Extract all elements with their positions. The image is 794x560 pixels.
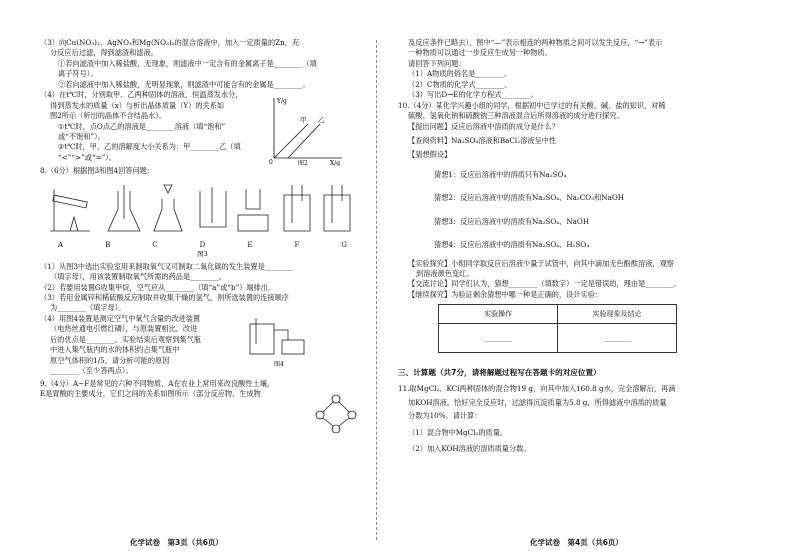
text-line: ________（至少答两点）。 — [50, 366, 133, 376]
figure-3-apparatus — [40, 179, 360, 237]
text-line: 及反应条件已略去），图中“—”表示相连的两种物质之间可以发生反应，“→”表示 — [408, 38, 663, 47]
figure-3-labels — [40, 240, 365, 250]
graph-origin: 0 — [269, 159, 273, 167]
text-line: （2）若要用装置G收集甲烷，空气应从________（填“a”或“b”）端排出。 — [40, 282, 276, 292]
text-line: 【提出问题】反应后溶液中溶质的成分是什么？ — [408, 121, 559, 131]
apparatus-label: A — [58, 241, 64, 250]
apparatus-label: B — [105, 241, 111, 250]
text-line: 得到蒸发水的质量（x）与析出晶体质量（Y）的关系如 — [50, 100, 225, 110]
table-cell-blank: ________ — [558, 324, 677, 353]
text-line: （4）在t℃时，分别取甲、乙两种固体的溶液，恒温蒸发水分， — [40, 90, 243, 100]
text-line: （3）若用金属锌和稀硫酸反应制取并收集干燥的氢气，则所选装置的连接顺序 — [40, 293, 289, 302]
text-line: 【实验探究】小组同学取反应后溶液少量于试管中，向其中滴加无色酚酞溶液，观察 — [408, 258, 674, 268]
text-line: 到溶液颜色变红。 — [416, 269, 474, 278]
graph-series-yi: 乙 — [318, 116, 325, 125]
text-line: 硫酸、氢氧化钠和硫酸钠三种溶液混合后所得溶液的成分进行探究。 — [408, 111, 624, 121]
hypothesis: 猜想3：反应后溶液中的溶质有Na₂SO₄、NaOH — [434, 216, 590, 226]
graph-series-jia: 甲 — [300, 116, 307, 125]
question-8-title: 8.（6分）根据图3和图4回答问题： — [40, 166, 155, 176]
text-line: ②t℃时，甲、乙的溶解度大小关系为：甲________乙（填 — [58, 142, 241, 152]
hypothesis: 猜想2：反应后溶液中的溶质有Na₂SO₄、Na₂CO₃和NaOH — [434, 193, 625, 203]
question-7-part3 — [40, 38, 365, 90]
apparatus-label: G — [341, 241, 347, 250]
text-line: （填字母），用该装置制取氧气所需的药品是________。 — [50, 272, 227, 282]
right-page — [398, 38, 723, 455]
text-line: 图2所示（析出的晶体不含结晶水）。 — [50, 111, 166, 121]
question-7-part4 — [40, 90, 365, 167]
question-8-body — [40, 262, 365, 377]
text-line: “<”“>”或“=”）。 — [58, 152, 117, 162]
text-line: 请回答下列问题： — [408, 58, 466, 68]
apparatus-label: C — [152, 241, 158, 250]
text-line: 或“不饱和”）。 — [58, 131, 105, 141]
text-line: 一种物质可以通过一步反应生成另一种物质。 — [408, 48, 552, 58]
text-line: ②若向滤液中加入稀盐酸，无明显现象，则滤渣中可能含有的金属是________。 — [58, 79, 310, 89]
text-line: 中进入集气瓶内的水的体积约占集气瓶中 — [50, 345, 180, 355]
table-cell-blank: ________ — [439, 324, 558, 353]
text-line: （2）C物质的化学式________。 — [408, 79, 512, 89]
text-line: 10.（4分）某化学兴趣小组的同学，根据初中已学过的有关酸、碱、盐的知识，对稀 — [398, 100, 666, 110]
text-line: 分反应后过滤，得到滤渣和滤液。 — [50, 48, 158, 58]
text-line: （4）用图4装置是测定空气中氧气含量的改进装置 — [40, 313, 201, 323]
apparatus-label: F — [294, 241, 300, 250]
text-line: （电热丝通电引燃红磷），与原装置相比，改进 — [50, 324, 198, 334]
text-line: 【继续探究】为验证剩余猜想中哪一种是正确的，设计实验： — [408, 289, 603, 299]
text-line: 为________（填字母）。 — [50, 303, 126, 313]
text-line: 【查阅资料】Na₂SO₄溶液和BaCl₂溶液呈中性 — [408, 135, 557, 145]
question-11 — [398, 384, 723, 454]
text-line: （1）从图3中选出实验室用来制取氧气又可制取二氧化碳的发生装置是________ — [40, 261, 294, 271]
text-line: 11.取MgCl₂、KCl两种固体的混合物19 g，向其中加入160.8 g水，完全溶解后，再滴 — [398, 384, 676, 394]
text-line: 后的优点是________。实验结束后观察到集气瓶 — [50, 334, 201, 344]
text-line: 离子符号）。 — [58, 69, 98, 79]
text-line: 【交流讨论】同学们认为，猜想________（填数字）一定是错误的，理由是________。 — [408, 279, 682, 289]
text-line: 【猜想假设】 — [408, 150, 452, 160]
hypothesis: 猜想1：反应后溶液中的溶质只有Na₂SO₄ — [434, 169, 567, 179]
table-header: 实验现象及结论 — [558, 305, 677, 324]
question-9-continued — [398, 38, 723, 101]
figure-4-apparatus — [246, 314, 316, 368]
text-line: （2）加入KOH溶液的溶质质量分数。 — [408, 444, 531, 454]
text-line: 9.（4分）A~F是常见的六种不同物质，A在农业上常用来改良酸性土壤， — [40, 378, 275, 388]
text-line: （3）向Cu(NO₃)₂、AgNO₃和Mg(NO₃)₂的混合溶液中，加入一定质量的Zn，充 — [40, 38, 300, 47]
table-header: 实验操作 — [439, 305, 558, 324]
graph-x-label: X/g — [330, 160, 341, 167]
page-divider — [376, 40, 377, 540]
question-9 — [40, 379, 365, 400]
question-10 — [398, 101, 723, 161]
section-3-title: 三、计算题（共7分，请将解题过程写在答题卡的对应位置） — [398, 368, 601, 378]
hypotheses — [398, 170, 723, 251]
text-line: （1）混合物中MgCl₂的质量。 — [408, 427, 508, 437]
figure-2-graph — [268, 94, 348, 166]
text-line: ①若向滤渣中加入稀盐酸，无现象，则滤液中一定含有的金属离子是________（填 — [58, 58, 317, 68]
hypothesis: 猜想4：反应后溶液中的溶质有Na₂SO₄、H₂SO₄ — [434, 240, 590, 250]
apparatus-label: E — [247, 241, 253, 250]
figure-relation-diagram — [312, 393, 360, 433]
text-line: 原空气体积的1/5，请分析可能的原因 — [50, 355, 170, 365]
text-line: E是胃酸的主要成分，它们之间的关系如图所示（部分反应物、生成物 — [40, 388, 261, 398]
experiment-table — [438, 304, 677, 353]
text-line: ①t℃时，点O点乙的溶液是________溶液（填“饱和” — [58, 121, 226, 131]
figure-4-caption: 图4 — [274, 360, 284, 368]
left-page — [40, 38, 365, 399]
apparatus-label: D — [199, 241, 206, 250]
text-line: （3）写出D→E的化学方程式________。 — [408, 90, 538, 100]
figure-3-caption: 图3 — [197, 250, 208, 259]
right-footer: 化学试卷 第4页（共6页） — [530, 538, 623, 547]
experiment-section — [398, 259, 723, 301]
graph-y-label: Y/g — [277, 98, 287, 106]
text-line: （1）A物质的俗名是________。 — [408, 69, 512, 79]
text-line: 加KOH溶液，恰好完全反应时，过滤得沉淀质量为5.8 g，所得滤液中溶质的质量 — [408, 397, 667, 407]
left-footer: 化学试卷 第3页（共6页） — [130, 538, 223, 547]
text-line: 分数为10%。请计算： — [408, 411, 482, 421]
graph-caption: 图2 — [298, 160, 308, 167]
